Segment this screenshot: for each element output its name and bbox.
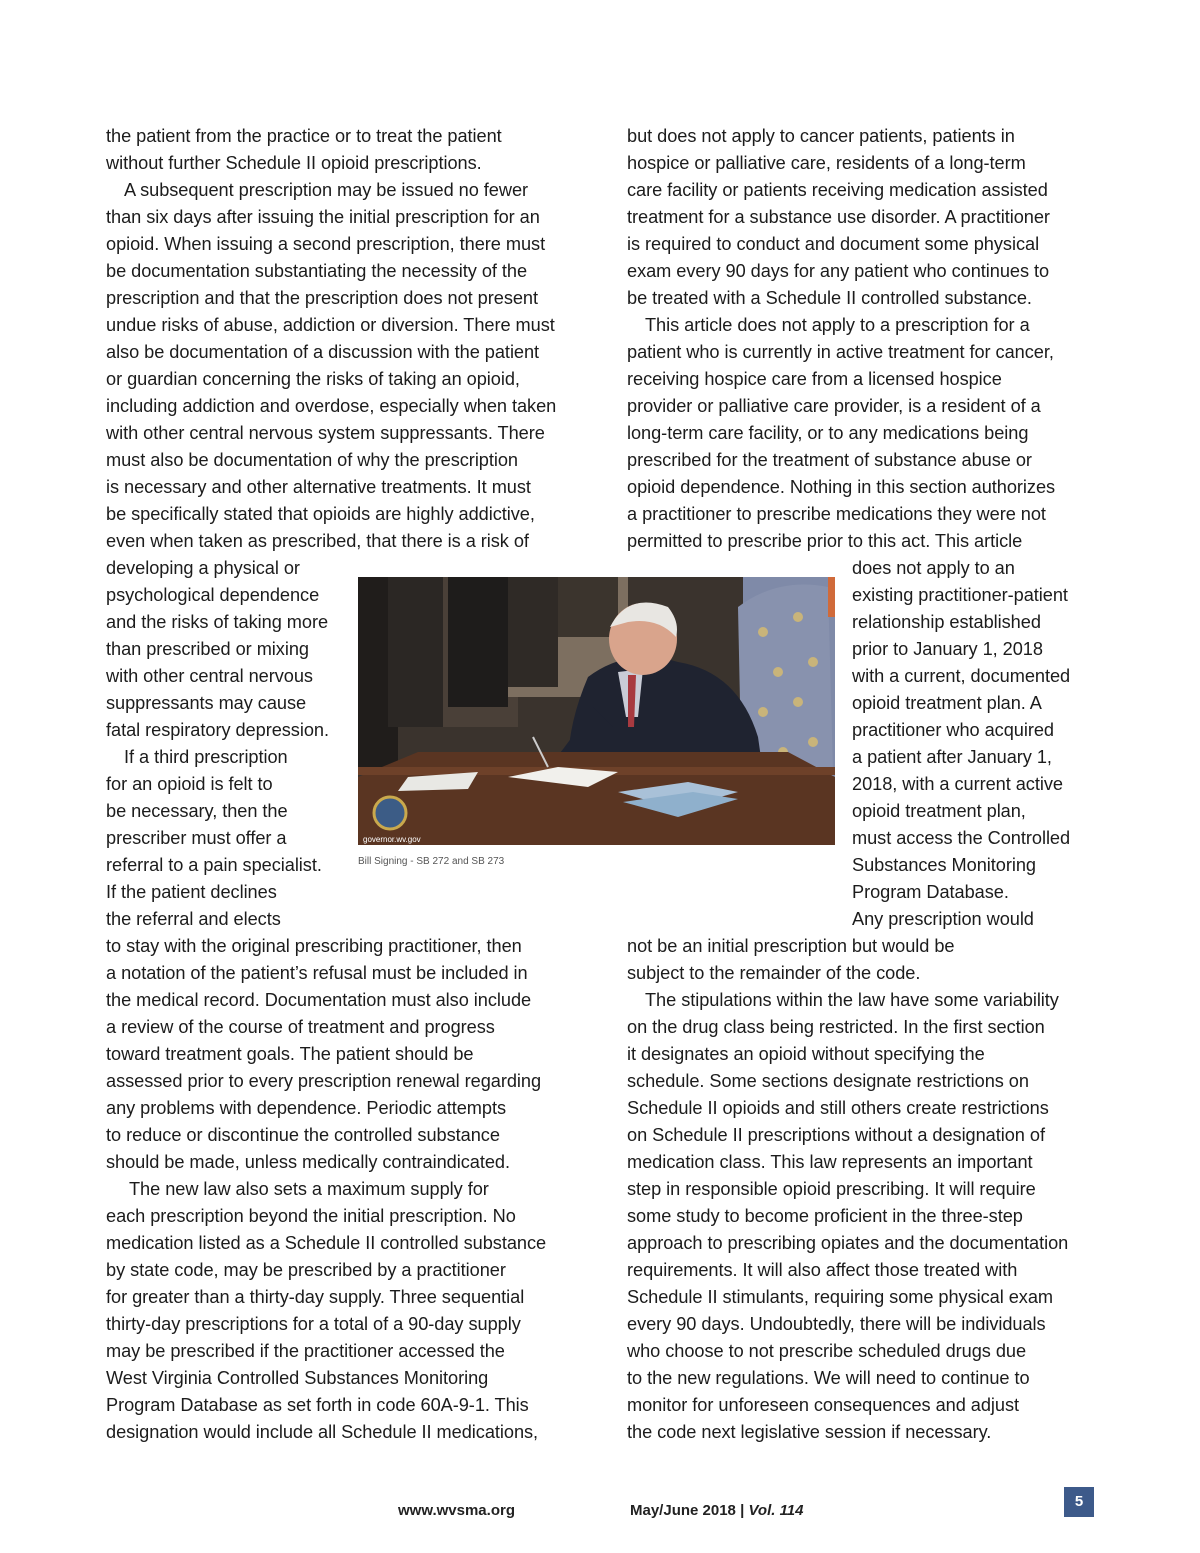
- right-line: step in responsible opioid prescribing. It will require: [627, 1179, 1036, 1199]
- left-line: the medical record. Documentation must also include: [106, 990, 532, 1010]
- right-line: subject to the remainder of the code.: [627, 963, 921, 983]
- right-line: long-term care facility, or to any medications being: [627, 423, 1029, 443]
- right-line: requirements. It will also affect those treated with: [627, 1260, 1018, 1280]
- left-line: than prescribed or mixing: [106, 639, 309, 659]
- left-line: with other central nervous system suppressants. There: [106, 423, 545, 443]
- right-line: who choose to not prescribe scheduled drugs due: [627, 1341, 1027, 1361]
- left-line: including addiction and overdose, especially when taken: [106, 396, 557, 416]
- left-line: or guardian concerning the risks of taking an opioid,: [106, 369, 520, 389]
- right-line: Any prescription would: [852, 909, 1034, 929]
- right-line: opioid dependence. Nothing in this section authorizes: [627, 477, 1056, 497]
- left-line: If the patient declines: [106, 882, 277, 902]
- right-line: medication class. This law represents an important: [627, 1152, 1033, 1172]
- right-line: exam every 90 days for any patient who continues to: [627, 261, 1050, 281]
- right-line: on Schedule II prescriptions without a designation of: [627, 1125, 1045, 1145]
- right-line: opioid treatment plan,: [852, 801, 1026, 821]
- right-line: treatment for a substance use disorder. A practitioner: [627, 207, 1050, 227]
- left-line: each prescription beyond the initial prescription. No: [106, 1206, 516, 1226]
- right-line: is required to conduct and document some physical: [627, 234, 1040, 254]
- left-line: Program Database as set forth in code 60A-9-1. This: [106, 1395, 529, 1415]
- left-line: opioid. When issuing a second prescription, there must: [106, 234, 546, 254]
- footer-url: www.wvsma.org: [398, 1502, 515, 1519]
- right-line: does not apply to an: [852, 558, 1015, 578]
- right-line: relationship established: [852, 612, 1041, 632]
- footer-issue: [630, 1502, 803, 1519]
- right-line: opioid treatment plan. A: [852, 693, 1042, 713]
- left-line: the referral and elects: [106, 909, 281, 929]
- left-line: a review of the course of treatment and progress: [106, 1017, 495, 1037]
- right-line: not be an initial prescription but would be: [627, 936, 955, 956]
- right-line: approach to prescribing opiates and the documentation: [627, 1233, 1069, 1253]
- right-line: hospice or palliative care, residents of a long-term: [627, 153, 1026, 173]
- left-line: with other central nervous: [106, 666, 313, 686]
- right-line: receiving hospice care from a licensed hospice: [627, 369, 1002, 389]
- right-line: The stipulations within the law have some variability: [645, 990, 1059, 1010]
- left-line: suppressants may cause: [106, 693, 307, 713]
- left-line: a notation of the patient’s refusal must be included in: [106, 963, 528, 983]
- left-line: assessed prior to every prescription renewal regarding: [106, 1071, 542, 1091]
- left-line: should be made, unless medically contraindicated.: [106, 1152, 510, 1172]
- left-line: any problems with dependence. Periodic attempts: [106, 1098, 507, 1118]
- left-line: also be documentation of a discussion with the patient: [106, 342, 540, 362]
- left-line: If a third prescription: [124, 747, 288, 767]
- left-line: be necessary, then the: [106, 801, 288, 821]
- bill-signing-photo: [358, 577, 835, 845]
- left-line: without further Schedule II opioid prescriptions.: [106, 153, 482, 173]
- left-line: A subsequent prescription may be issued no fewer: [124, 180, 529, 200]
- right-line: a patient after January 1,: [852, 747, 1052, 767]
- photo-caption: Bill Signing - SB 272 and SB 273: [358, 856, 505, 867]
- left-line: medication listed as a Schedule II controlled substance: [106, 1233, 547, 1253]
- left-line: even when taken as prescribed, that there is a risk of: [106, 531, 529, 551]
- left-line: be documentation substantiating the necessity of the: [106, 261, 528, 281]
- left-line: for greater than a thirty-day supply. Three sequential: [106, 1287, 525, 1307]
- left-line: by state code, may be prescribed by a practitioner: [106, 1260, 506, 1280]
- photo-watermark: governor.wv.gov: [363, 835, 421, 844]
- right-line: Substances Monitoring: [852, 855, 1036, 875]
- right-line: provider or palliative care provider, is a resident of a: [627, 396, 1041, 416]
- left-line: be specifically stated that opioids are highly addictive,: [106, 504, 535, 524]
- left-line: prescription and that the prescription does not present: [106, 288, 538, 308]
- left-line: thirty-day prescriptions for a total of a 90-day supply: [106, 1314, 521, 1334]
- right-line: permitted to prescribe prior to this act. This article: [627, 531, 1023, 551]
- right-line: care facility or patients receiving medication assisted: [627, 180, 1048, 200]
- issue-volume: Vol. 114: [748, 1502, 804, 1519]
- left-line: prescriber must offer a: [106, 828, 287, 848]
- left-line: undue risks of abuse, addiction or diversion. There must: [106, 315, 555, 335]
- right-line: practitioner who acquired: [852, 720, 1054, 740]
- left-line: to stay with the original prescribing practitioner, then: [106, 936, 522, 956]
- issue-separator: |: [740, 1502, 745, 1519]
- right-line: must access the Controlled: [852, 828, 1071, 848]
- left-line: developing a physical or: [106, 558, 300, 578]
- left-line: and the risks of taking more: [106, 612, 329, 632]
- right-line: some study to become proficient in the three-step: [627, 1206, 1023, 1226]
- right-line: every 90 days. Undoubtedly, there will be individuals: [627, 1314, 1046, 1334]
- right-line: to the new regulations. We will need to continue to: [627, 1368, 1030, 1388]
- right-line: 2018, with a current active: [852, 774, 1063, 794]
- left-line: toward treatment goals. The patient should be: [106, 1044, 474, 1064]
- left-line: may be prescribed if the practitioner accessed the: [106, 1341, 505, 1361]
- page-number: 5: [1064, 1487, 1094, 1517]
- right-line: existing practitioner-patient: [852, 585, 1068, 605]
- right-line: with a current, documented: [852, 666, 1071, 686]
- left-line: designation would include all Schedule II medications,: [106, 1422, 539, 1442]
- left-line: The new law also sets a maximum supply for: [129, 1179, 489, 1199]
- left-line: for an opioid is felt to: [106, 774, 273, 794]
- right-line: but does not apply to cancer patients, patients in: [627, 126, 1015, 146]
- right-line: prescribed for the treatment of substance abuse or: [627, 450, 1032, 470]
- left-line: is necessary and other alternative treatments. It must: [106, 477, 531, 497]
- right-line: prior to January 1, 2018: [852, 639, 1043, 659]
- left-line: than six days after issuing the initial prescription for an: [106, 207, 540, 227]
- right-line: patient who is currently in active treatment for cancer,: [627, 342, 1054, 362]
- left-line: referral to a pain specialist.: [106, 855, 322, 875]
- right-line: it designates an opioid without specifying the: [627, 1044, 985, 1064]
- right-line: Schedule II stimulants, requiring some physical exam: [627, 1287, 1054, 1307]
- right-line: schedule. Some sections designate restrictions on: [627, 1071, 1029, 1091]
- left-line: the patient from the practice or to treat the patient: [106, 126, 502, 146]
- right-line: Program Database.: [852, 882, 1009, 902]
- left-line: West Virginia Controlled Substances Monitoring: [106, 1368, 489, 1388]
- left-line: to reduce or discontinue the controlled substance: [106, 1125, 500, 1145]
- left-line: must also be documentation of why the prescription: [106, 450, 518, 470]
- right-line: monitor for unforeseen consequences and adjust: [627, 1395, 1020, 1415]
- right-line: be treated with a Schedule II controlled substance.: [627, 288, 1032, 308]
- right-line: on the drug class being restricted. In the first section: [627, 1017, 1045, 1037]
- issue-date: May/June 2018: [630, 1502, 736, 1519]
- left-line: fatal respiratory depression.: [106, 720, 329, 740]
- right-line: a practitioner to prescribe medications they were not: [627, 504, 1046, 524]
- right-line: This article does not apply to a prescription for a: [645, 315, 1030, 335]
- left-line: psychological dependence: [106, 585, 320, 605]
- right-line: Schedule II opioids and still others create restrictions: [627, 1098, 1049, 1118]
- right-line: the code next legislative session if necessary.: [627, 1422, 992, 1442]
